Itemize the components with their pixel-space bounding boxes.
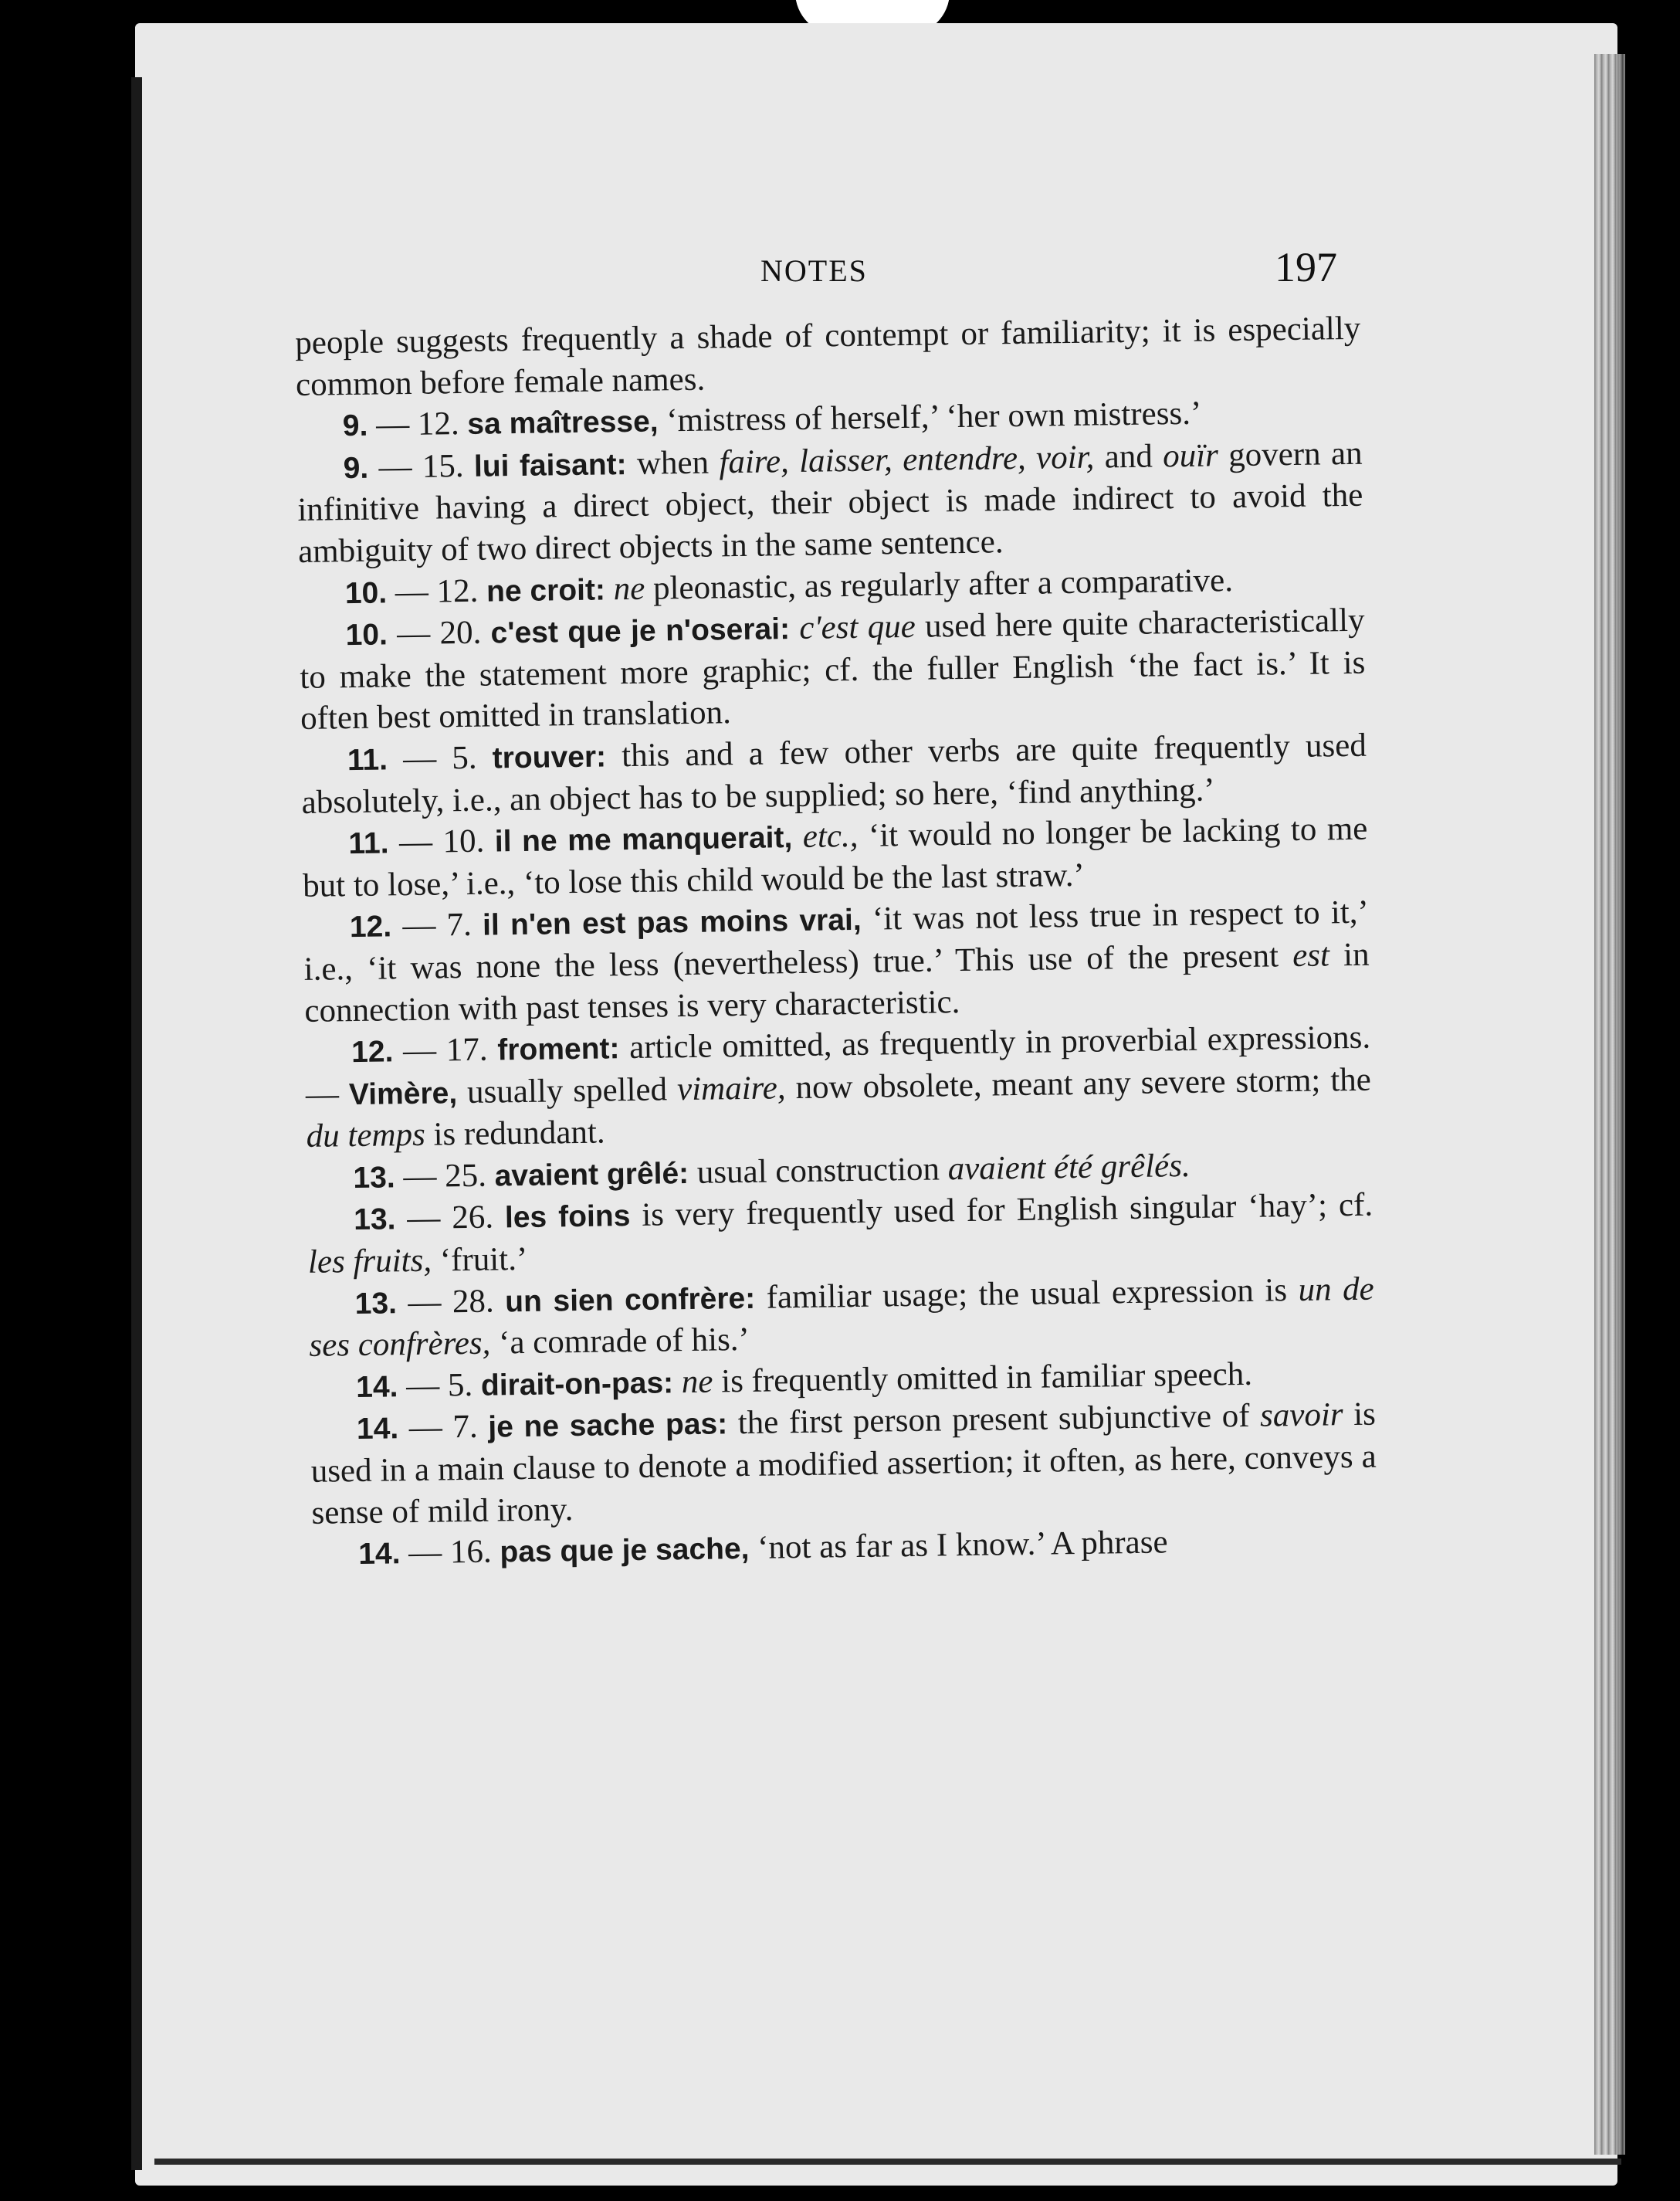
note-text: ‘a comrade of his.’ [490,1321,750,1362]
note-line-ref: — 26. [395,1199,506,1237]
note-headword: avaient grêlé: [494,1156,689,1193]
note-text: in connection with past tenses is very characteristic. [304,936,1370,1029]
italic-term: les fruits, [307,1242,432,1280]
note-line-ref: — 10. [388,822,496,861]
note-line-ref: — 20. [387,614,491,653]
note-page-ref: 13. [354,1286,398,1321]
note-text: is redundant. [425,1114,605,1154]
note-line-ref: — 12. [386,572,487,610]
note-page-ref: 11. [347,743,388,778]
note-page-ref: 13. [353,1202,396,1237]
note-text: used here quite characteristically to make the statement more graphic; cf. the fuller English ‘the fact is.’ It is often best omitted in translation. [300,602,1366,738]
note-text [792,819,803,855]
note-line-ref: — 7. [391,906,483,944]
note-line-ref: — 5. [398,1366,482,1405]
note-text [673,1364,682,1400]
note-entry [303,892,1370,1032]
note-text: usually spelled [456,1070,678,1111]
note-text [790,610,800,646]
note-entry [310,1394,1377,1534]
note-headword: pas que je sache, [500,1532,750,1569]
page-edge-shading [1594,54,1625,2155]
note-text: ‘not as far as I know.’ A phrase [749,1524,1168,1567]
italic-term: est [1292,937,1330,974]
italic-term: ouïr [1162,437,1219,475]
note-entry [301,725,1367,823]
note-headword: il ne me manquerait, [494,821,793,859]
bottom-edge [154,2159,1621,2165]
note-entry [296,432,1363,572]
italic-term: ne [681,1363,713,1400]
note-headword: il n'en est pas moins vrai, [482,904,862,942]
note-headword: sa maîtresse, [467,405,659,442]
note-text: article omitted, as frequently in proverbial expressions. — [305,1019,1371,1113]
note-line-ref: — 25. [395,1157,495,1195]
note-headword: c'est que je n'oserai: [490,612,791,650]
continued-note [295,308,1361,405]
note-page-ref: 12. [349,910,392,944]
note-page-ref: 14. [356,1412,399,1446]
note-text: ‘it was not less true in respect to it,’ i.e., ‘it was none the less (nevertheless) true.’ This use of the present [303,894,1370,988]
note-entry [308,1268,1374,1366]
note-line-ref: — 5. [387,739,493,778]
italic-term: avaient été grêlés. [947,1147,1191,1188]
note-entry [302,809,1368,907]
italic-term: etc., [802,818,859,856]
note-entry [299,600,1366,740]
note-page-ref: 14. [357,1537,401,1572]
note-headword: les foins [504,1199,631,1235]
page-header [293,243,1343,313]
note-line-ref: — 28. [396,1282,506,1321]
running-title: NOTES [760,253,868,288]
note-text: the first person present subjunctive of [727,1398,1261,1442]
note-page-ref: 10. [344,575,388,610]
note-text: pleonastic, as regularly after a comparative. [644,561,1234,607]
note-text: people suggests frequently a shade of contempt or familiarity; it is especially common before female names. [295,310,1361,403]
note-headword: Vimère, [348,1076,458,1111]
note-line-ref: — 12. [368,405,468,443]
note-headword: un sien confrère: [504,1281,756,1318]
note-headword: ne croit: [486,572,606,609]
italic-term: vimaire, [676,1069,786,1107]
note-text: and [1094,438,1163,476]
note-text: is frequently omitted in familiar speech. [713,1355,1253,1400]
note-text: usual construction [688,1151,948,1191]
notes-text-block [295,308,1382,1906]
note-text: is used in a main clause to denote a modified assertion; it often, as here, conveys a sense of mild irony. [310,1396,1377,1531]
note-headword: lui faisant: [473,447,627,483]
note-line-ref: — 16. [400,1533,500,1572]
note-text: is very frequently used for English singular ‘hay’; cf. [630,1187,1373,1234]
note-text: ‘it would no longer be lacking to me but to lose,’ i.e., ‘to lose this child would be the last straw.’ [302,810,1368,904]
note-page-ref: 12. [351,1035,394,1070]
note-text [605,571,614,607]
note-page-ref: 11. [348,826,389,861]
note-text: govern an infinitive having a direct object, their object is made indirect to avoid the ambiguity of two direct objects in the same sentence. [297,435,1363,570]
note-line-ref: — 17. [393,1031,498,1070]
note-headword: je ne sache pas: [488,1407,728,1445]
italic-term: du temps [306,1117,426,1155]
italic-term: un de ses confrères, [309,1270,1374,1365]
note-text: now obsolete, meant any severe storm; the [785,1061,1372,1106]
note-page-ref: 9. [342,409,368,443]
note-text: familiar usage; the usual expression is [754,1271,1299,1316]
note-headword: froment: [497,1032,620,1067]
italic-term: ne [613,570,645,607]
note-headword: trouver: [492,740,607,775]
note-entry [307,1185,1373,1283]
note-text: ‘fruit.’ [431,1240,528,1279]
italic-term: c'est que [799,608,916,647]
italic-term: savoir [1259,1396,1343,1435]
note-page-ref: 13. [353,1161,395,1195]
note-page-ref: 9. [343,451,369,485]
note-text: when [626,444,720,482]
note-page-ref: 14. [355,1370,398,1404]
page-number: 197 [1275,244,1337,290]
note-text: ‘mistress of herself,’ ‘her own mistress.’ [658,395,1202,439]
note-headword: dirait-on-pas: [480,1366,674,1402]
note-page-ref: 10. [345,618,388,653]
note-text: this and a few other verbs are quite frequently used absolutely, i.e., an object has to be supplied; so here, ‘find anything.’ [301,727,1367,821]
binding-edge [131,77,142,2170]
note-line-ref: — 15. [368,447,475,486]
note-entry [305,1017,1372,1158]
note-line-ref: — 7. [398,1409,489,1446]
italic-term: faire, laisser, entendre, voir, [719,439,1095,481]
